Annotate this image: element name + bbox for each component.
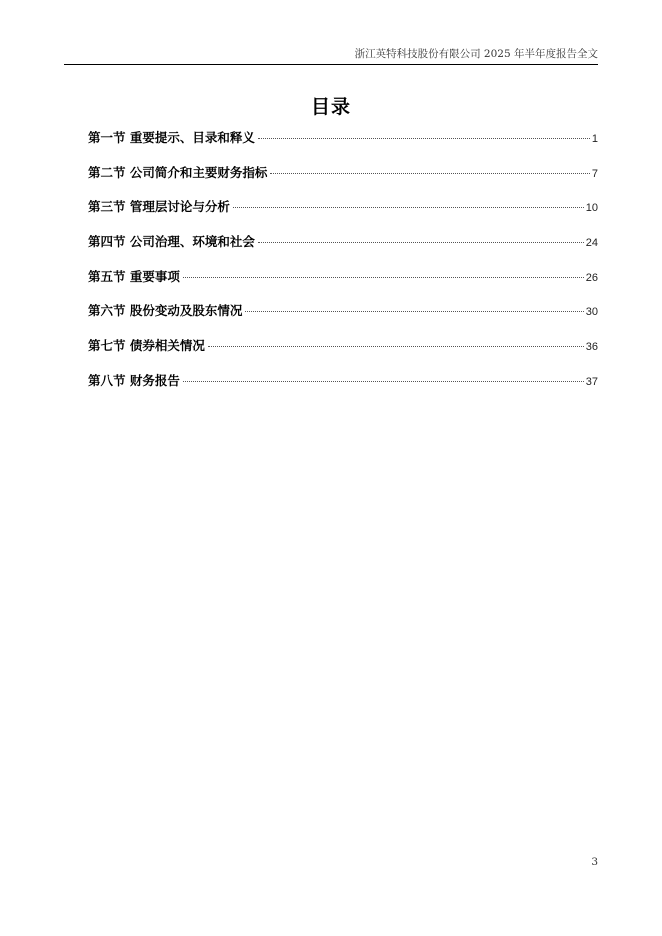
- toc-dot-leader: [183, 277, 584, 278]
- toc-dot-leader: [233, 207, 584, 208]
- toc-entry-page: 1: [591, 133, 598, 145]
- toc-entry-title: 第四节 公司治理、环境和社会: [88, 234, 255, 250]
- toc-entry-title: 第七节 债券相关情况: [88, 338, 205, 354]
- toc-dot-leader: [208, 346, 584, 347]
- table-of-contents: [88, 128, 598, 406]
- toc-entry-title: 第三节 管理层讨论与分析: [88, 199, 230, 215]
- toc-entry-page: 10: [585, 202, 598, 215]
- toc-entry-page: 24: [585, 237, 598, 250]
- toc-entry-section-7[interactable]: [88, 336, 598, 371]
- toc-dot-leader: [258, 242, 584, 243]
- toc-entry-section-3[interactable]: [88, 197, 598, 232]
- toc-entry-section-6[interactable]: [88, 301, 598, 336]
- toc-entry-page: 30: [585, 306, 598, 319]
- toc-entry-title: 第六节 股份变动及股东情况: [88, 303, 243, 319]
- toc-dot-leader: [245, 311, 583, 312]
- toc-entry-title: 第一节 重要提示、目录和释义: [88, 130, 255, 145]
- toc-entry-section-8[interactable]: [88, 371, 598, 406]
- toc-entry-page: 26: [585, 271, 598, 284]
- page-header: [64, 46, 598, 65]
- toc-dot-leader: [270, 173, 590, 174]
- toc-entry-page: 37: [585, 375, 598, 388]
- header-title: 浙江英特科技股份有限公司 2025 年半年度报告全文: [354, 48, 598, 60]
- toc-dot-leader: [258, 138, 590, 139]
- toc-entry-page: 36: [585, 341, 598, 354]
- toc-dot-leader: [183, 381, 584, 382]
- page-number: 3: [591, 856, 598, 868]
- toc-entry-page: 7: [591, 167, 598, 180]
- toc-entry-title: 第二节 公司简介和主要财务指标: [88, 164, 268, 180]
- toc-entry-title: 第五节 重要事项: [88, 268, 180, 284]
- toc-heading: 目录: [310, 96, 351, 118]
- toc-entry-section-1[interactable]: [88, 128, 598, 163]
- toc-entry-section-4[interactable]: [88, 232, 598, 267]
- toc-entry-title: 第八节 财务报告: [88, 372, 180, 388]
- toc-entry-section-2[interactable]: [88, 163, 598, 198]
- toc-entry-section-5[interactable]: [88, 267, 598, 302]
